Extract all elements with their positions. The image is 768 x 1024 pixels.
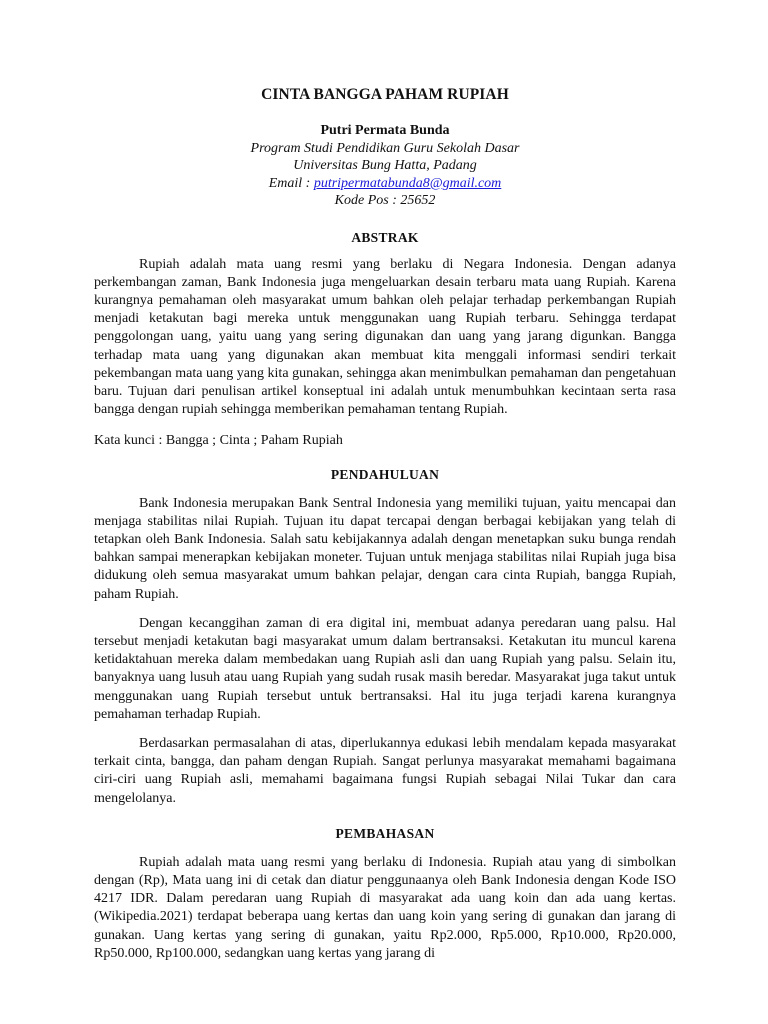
abstract-paragraph: Rupiah adalah mata uang resmi yang berlaku di Negara Indonesia. Dengan adanya perkembangan zaman, Bank Indonesia juga mengeluarkan desain terbaru mata uang Rupiah. Karena kurangnya pemahaman oleh masyarakat umum bahkan oleh pelajar terhadap perkembangan Rupiah menjadi ketakutan bagi mereka untuk menggunakan uang Rupiah terbaru. Sehingga terdapat penggolongan uang, yaitu uang yang sering digunakan dan uang yang jarang digunkan. Bangga terhadap mata uang yang digunakan akan membuat kita menggali informasi sendiri terkait pekembangan mata uang yang kita gunakan, sehingga akan menimbulkan pemahaman dan pengetahuan baru. Tujuan dari penulisan artikel konseptual ini adalah untuk menumbuhkan kecintaan serta rasa bangga dengan rupiah sehingga memberikan pemahaman tentang Rupiah. (94, 256, 676, 418)
author-email-line (94, 175, 676, 193)
author-program: Program Studi Pendidikan Guru Sekolah Dasar (250, 140, 520, 156)
abstract-heading: ABSTRAK (351, 229, 419, 245)
author-name: Putri Permata Bunda (320, 123, 450, 138)
introduction-paragraph-1: Bank Indonesia merupakan Bank Sentral Indonesia yang memiliki tujuan, yaitu mencapai dan menjaga stabilitas nilai Rupiah. Tujuan itu dapat tercapai dengan berbagai kebijakan yang telah di tetapkan oleh Bank Indonesia. Salah satu kebijakannya adalah dengan menetapkan suku bunga rendah bahkan sampai menerapkan kebijakan moneter. Tujuan untuk menjaga stabilitas nilai Rupiah juga bisa didukung oleh semua masyarakat umum bahkan pelajar, dengan cara cinta Rupiah, bangga Rupiah, paham Rupiah. (94, 495, 676, 602)
introduction-heading: PENDAHULUAN (330, 466, 440, 482)
email-label: Email : (268, 175, 314, 191)
discussion-paragraph-1: Rupiah adalah mata uang resmi yang berlaku di Indonesia. Rupiah atau yang di simbolkan dengan (Rp), Mata uang ini di cetak dan diatur penggunaanya oleh Bank Indonesia dengan Kode ISO 4217 IDR. Dalam peredaran uang Rupiah di masyarakat ada uang koin dan ada uang kertas. (Wikipedia.2021) terdapat beberapa uang kertas dan uang koin yang sering di gunakan dan jarang di gunakan. Uang kertas yang sering di gunakan, yaitu Rp2.000, Rp5.000, Rp10.000, Rp20.000, Rp50.000, Rp100.000, sedangkan uang kertas yang jarang di (94, 854, 676, 961)
article-title: CINTA BANGGA PAHAM RUPIAH (261, 86, 509, 103)
introduction-paragraph-3: Berdasarkan permasalahan di atas, diperlukannya edukasi lebih mendalam kepada masyarakat terkait cinta, bangga, dan paham dengan Rupiah. Sangat perlunya masyarakat memahami bagaimana ciri-ciri uang Rupiah asli, memahami bagaimana fungsi Rupiah sebagai Nilai Tukar dan cara mengelolanya. (94, 735, 676, 806)
keywords-line: Kata kunci : Bangga ; Cinta ; Paham Rupiah (94, 433, 343, 449)
author-university: Universitas Bung Hatta, Padang (293, 158, 477, 173)
author-postal-code: Kode Pos : 25652 (334, 193, 436, 208)
email-link[interactable]: putripermatabunda8@gmail.com (313, 175, 502, 191)
author-block (94, 122, 676, 210)
introduction-paragraph-2: Dengan kecanggihan zaman di era digital ini, membuat adanya peredaran uang palsu. Hal tersebut menjadi ketakutan bagi masyarakat umum dalam bertransaksi. Ketakutan itu muncul karena ketidaktahuan mereka dalam membedakan uang Rupiah asli dan uang Rupiah yang palsu. Selain itu, banyaknya uang lusuh atau uang Rupiah yang sudah rusak masih beredar. Masyarakat juga takut untuk menggunakan uang Rupiah tersebut untuk bertransaksi. Hal itu juga terjadi karena kurangnya pemahaman terhadap Rupiah. (94, 615, 676, 722)
discussion-heading: PEMBAHASAN (335, 825, 435, 841)
